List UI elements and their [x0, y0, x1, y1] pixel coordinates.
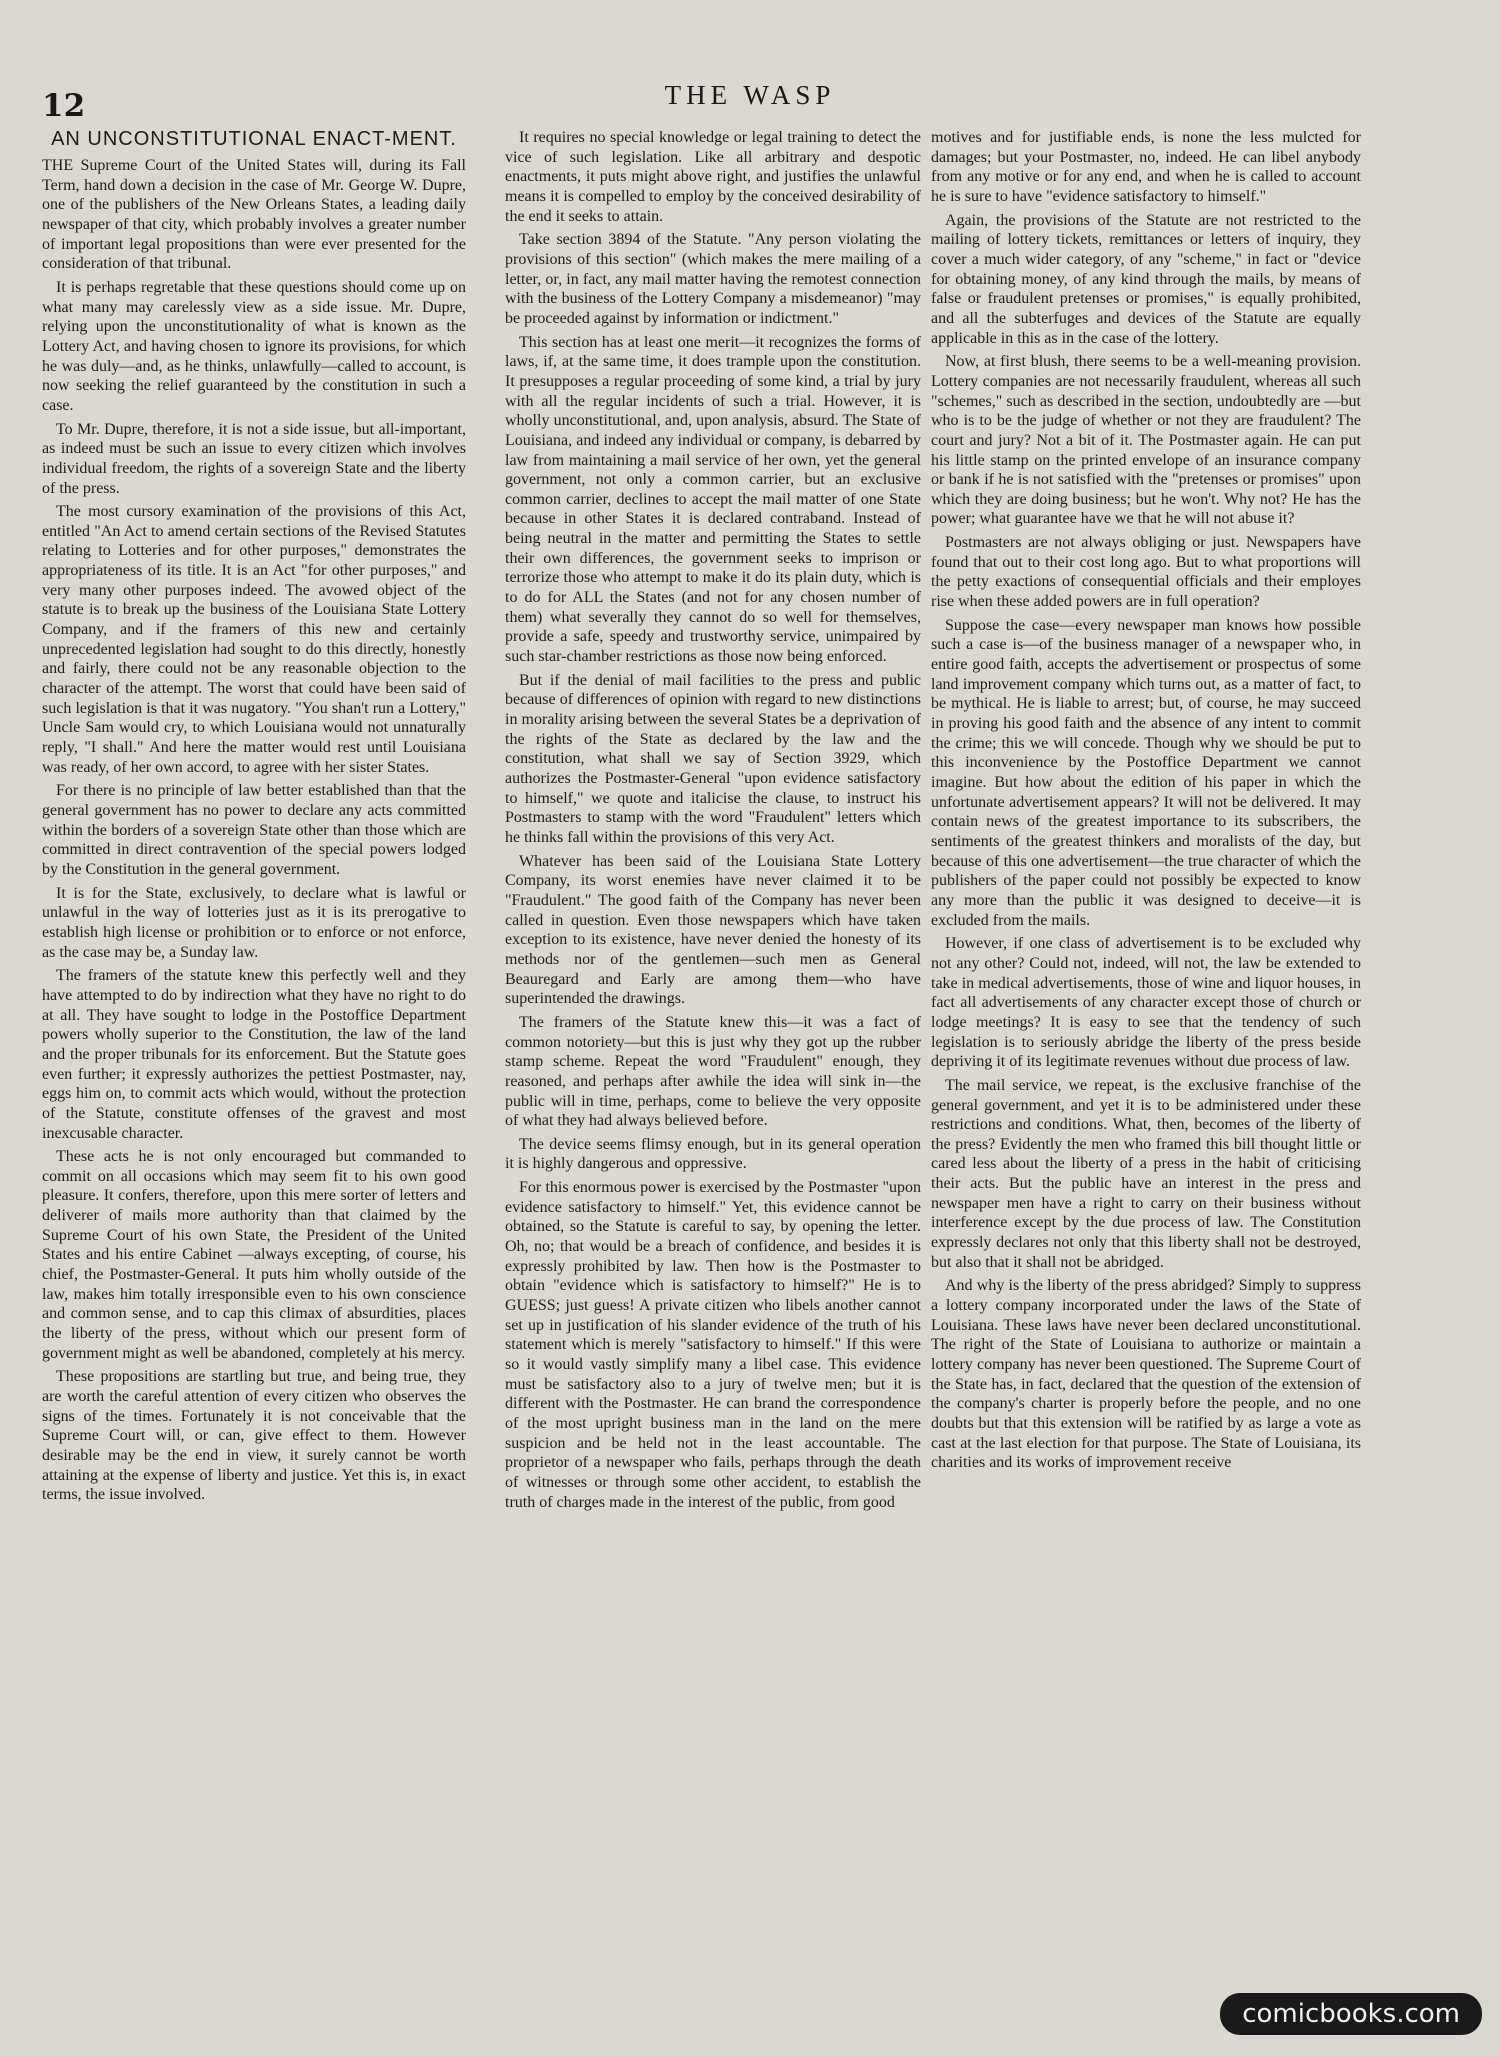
- article-paragraph: The framers of the Statute knew this—it was a fact of common notoriety—but this is just why they got up the rubber stamp scheme. Repeat the word "Fraudulent" enough, they reasoned, and perhaps after awhile the idea will sink in—the public will in time, perhaps, come to believe the very opposite of what they had always believed before.: [505, 1013, 921, 1130]
- article-paragraph: But if the denial of mail facilities to the press and public because of differences of opinion with regard to new distinctions in morality arising between the several States be a deprivation of the rights of the State as declared by the law and the constitution, what shall we say of Section 3929, which authorizes the Postmaster-General "upon evidence satisfactory to himself," we quote and italicise the clause, to instruct his Postmasters to stamp with the word "Fraudulent" letters which he thinks fall within the provisions of this very Act.: [505, 671, 921, 846]
- article-paragraph: The most cursory examination of the provisions of this Act, entitled "An Act to amend certain sections of the Revised Statutes relating to Lotteries and for other purposes," demonstrates the appropriateness of its title. It is an Act "for other purposes," and very many other purposes indeed. The avowed object of the statute is to break up the business of the Louisiana State Lottery Company, and if the framers of this new and certainly unprecedented legislation had sought to do this directly, honestly and fairly, there could not be any reasonable objection to the character of the attempt. The worst that could have been said of such legislation is that it was nugatory. "You shan't run a Lottery," Uncle Sam would cry, to which Louisiana would not unnaturally reply, "I shall." And here the matter would rest until Louisiana was ready, of her own accord, to agree with her sister States.: [42, 503, 466, 776]
- article-paragraph: Suppose the case—every newspaper man knows how possible such a case is—of the business manager of a newspaper who, in entire good faith, accepts the advertisement or prospectus of some land improvement company which turns out, as a matter of fact, to be mythical. He is liable to arrest; but, of course, he may succeed in proving his good faith and the absence of any intent to commit the crime; this we will concede. Though why we should be put to this inconvenience by the Postoffice Department we cannot imagine. But how about the edition of his paper in which the unfortunate advertisement appears? It will not be delivered. It may contain news of the greatest importance to its subscribers, the sentiments of the greatest thinkers and moralists of the day, but because of this one advertisement—the true character of which the publishers of the paper could not possibly be expected to know any more than the public it was designed to deceive—it is excluded from the mails.: [931, 616, 1361, 929]
- article-paragraph: Now, at first blush, there seems to be a well-meaning provision. Lottery companies are not necessarily fraudulent, whereas all such "schemes," such as described in the section, undoubtedly are —but who is to be the judge of whether or not they are fraudulent? The court and jury? Not a bit of it. The Postmaster again. He can put his little stamp on the printed envelope of an insurance company or bank if he is not satisfied with the "pretenses or promises" upon which they are doing business; but he won't. Why not? He has the power; what guarantee have we that he will not abuse it?: [931, 353, 1361, 528]
- article-paragraph: It is for the State, exclusively, to declare what is lawful or unlawful in the way of lotteries just as it is its prerogative to establish high license or prohibition or to enforce or not enforce, as the case may be, a Sunday law.: [42, 884, 466, 961]
- masthead-title: THE WASP: [664, 80, 836, 110]
- article-paragraph: To Mr. Dupre, therefore, it is not a side issue, but all-important, as indeed must be such an issue to every citizen which involves individual freedom, the rights of a sovereign State and the liberty of the press.: [42, 420, 466, 497]
- article-paragraph: For there is no principle of law better established than that the general government has no power to declare any acts committed within the borders of a sovereign State other than those which are committed in direct contravention of the special powers lodged by the Constitution in the general government.: [42, 782, 466, 878]
- article-headline: AN UNCONSTITUTIONAL ENACT-MENT.: [51, 128, 457, 150]
- article-paragraph: It is perhaps regretable that these questions should come up on what many may carelessly view as a side issue. Mr. Dupre, relying upon the unconstitutionality of what is known as the Lottery Act, and having chosen to ignore its provisions, for which he was duly—and, as he thinks, unlawfully—called to account, is now seeking the relief guaranteed by the constitution in such a case.: [42, 278, 466, 414]
- site-watermark: comicbooks.com: [1220, 1993, 1482, 2035]
- article-paragraph: These propositions are startling but true, and being true, they are worth the careful attention of every citizen who observes the signs of the times. Fortunately it is not conceivable that the Supreme Court will, or can, give effect to them. However desirable may be the end in view, it surely cannot be worth attaining at the expense of liberty and justice. Yet this is, in exact terms, the issue involved.: [42, 1368, 466, 1504]
- article-paragraph: motives and for justifiable ends, is none the less mulcted for damages; but your Postmaster, no, indeed. He can libel anybody from any motive or for any end, and when he is called to account he is sure to have "evidence satisfactory to himself.": [931, 129, 1361, 205]
- article-paragraph: Again, the provisions of the Statute are not restricted to the mailing of lottery tickets, remittances or letters of inquiry, they cover a much wider category, of any "scheme," in fact or "device for obtaining money, of any kind through the mails, by means of false or fraudulent pretenses or promises," is equally prohibited, and all the subterfuges and devices of the Statute are equally applicable in this as in the case of the lottery.: [931, 211, 1361, 347]
- article-paragraph: Take section 3894 of the Statute. "Any person violating the provisions of this section" (which makes the mere mailing of a letter, or, in fact, any mail matter having the remotest connection with the business of the Lottery Company a misdemeanor) "may be proceeded against by information or indictment.": [505, 231, 921, 327]
- article-column-1: [42, 128, 466, 1928]
- article-paragraph: This section has at least one merit—it recognizes the forms of laws, if, at the same time, it does trample upon the constitution. It presupposes a regular proceeding of some kind, a trial by jury with all the regular incidents of such a trial. However, it is wholly unconstitutional, and, upon analysis, absurd. The State of Louisiana, and indeed any individual or company, is debarred by law from maintaining a mail service of her own, yet the general government, not only a common carrier, but an exclusive common carrier, declines to accept the mail matter of one State because in other States it is declared contraband. Instead of being neutral in the matter and permitting the States to settle their own differences, the government seeks to imprison or terrorize those who attempt to make it do its plain duty, which is to do for ALL the States (and not for any chosen number of them) what severally they cannot do so well for themselves, provide a safe, speedy and trustworthy service, unimpaired by such star-chamber restrictions as those now being enforced.: [505, 333, 921, 666]
- article-paragraph: Postmasters are not always obliging or just. Newspapers have found that out to their cost long ago. But to what proportions will the petty exactions of consequential officials and their employes rise when these added powers are in full operation?: [931, 534, 1361, 611]
- article-column-2: [505, 128, 921, 1928]
- article-paragraph: However, if one class of advertisement is to be excluded why not any other? Could not, indeed, will not, the law be extended to take in medical advertisements, those of wine and liquor houses, in fact all advertisements of any character except those of church or lodge meetings? It is easy to see that the tendency of such legislation is to seriously abridge the liberty of the press beside depriving it of its legitimate revenues without due process of law.: [931, 935, 1361, 1071]
- article-paragraph: These acts he is not only encouraged but commanded to commit on all occasions which may seem fit to his own good pleasure. It confers, therefore, upon this mere sorter of letters and deliverer of mails more authority than that claimed by the Supreme Court of his own State, the President of the United States and his entire Cabinet —always excepting, of course, his chief, the Postmaster-General. It puts him wholly outside of the law, makes him totally irresponsible even to his own conscience and common sense, and to cap this climax of absurdities, places the liberty of the press, without which our present form of government might as well be abandoned, completely at his mercy.: [42, 1148, 466, 1362]
- article-paragraph: Whatever has been said of the Louisiana State Lottery Company, its worst enemies have never claimed it to be "Fraudulent." The good faith of the Company has never been called in question. Even those newspapers which have taken exception to its existence, have never denied the honesty of its methods nor of the gentlemen—such men as General Beauregard and Early are among them—who have superintended the drawings.: [505, 852, 921, 1008]
- article-paragraph: It requires no special knowledge or legal training to detect the vice of such legislation. Like all arbitrary and despotic enactments, it puts might above right, and justifies the unlawful means it is compelled to employ by the conceived desirability of the end it seeks to attain.: [505, 129, 921, 225]
- article-column-3: [931, 128, 1361, 1928]
- article-paragraph: The device seems flimsy enough, but in its general operation it is highly dangerous and oppressive.: [505, 1135, 921, 1173]
- page-number: 12: [42, 88, 86, 124]
- article-paragraph: The mail service, we repeat, is the exclusive franchise of the general government, and yet it is to be administered under these restrictions and conditions. What, then, becomes of the liberty of the press? Evidently the men who framed this bill thought little or cared less about the liberty of a press in the habit of criticising their acts. But the public have an interest in the press and newspaper men have a right to carry on their business without interference except by the due process of law. The Constitution expressly declares not only that this liberty shall not be destroyed, but also that it shall not be abridged.: [931, 1076, 1361, 1271]
- article-paragraph: The framers of the statute knew this perfectly well and they have attempted to do by indirection what they have no right to do at all. They have sought to lodge in the Postoffice Department powers wholly superior to the Constitution, the law of the land and the proper tribunals for its enforcement. But the Statute goes even further; it expressly authorizes the pettiest Postmaster, nay, eggs him on, to commit acts which would, without the protection of the Statute, constitute offenses of the gravest and most inexcusable character.: [42, 967, 466, 1142]
- article-paragraph: And why is the liberty of the press abridged? Simply to suppress a lottery company incorporated under the laws of the State of Louisiana. These laws have never been declared unconstitutional. The right of the State of Louisiana to authorize or maintain a lottery company has never been questioned. The Supreme Court of the State has, in fact, declared that the question of the extension of the company's charter is properly before the people, and no one doubts but that this extension will be ratified by as large a vote as cast at the last election for that purpose. The State of Louisiana, its charities and its works of improvement receive: [931, 1277, 1361, 1472]
- article-paragraph: For this enormous power is exercised by the Postmaster "upon evidence satisfactory to himself." Yet, this evidence cannot be obtained, so the Statute is careful to say, by opening the letter. Oh, no; that would be a breach of confidence, and besides it is expressly prohibited by law. Then how is the Postmaster to obtain "evidence which is satisfactory to himself?" He is to GUESS; just guess! A private citizen who libels another cannot set up in justification of his slander evidence of the truth of his statement which is merely "satisfactory to himself." If this were so it would vastly simplify many a libel case. This evidence must be satisfactory also to a jury of twelve men; but it is different with the Postmaster. He can brand the correspondence of the most upright business man in the land on the mere suspicion and be held not in the least accountable. The proprietor of a newspaper who fails, perhaps through the death of witnesses or through some other accident, to establish the truth of charges made in the interest of the public, from good: [505, 1179, 921, 1511]
- article-paragraph: THE Supreme Court of the United States will, during its Fall Term, hand down a decision in the case of Mr. George W. Dupre, one of the publishers of the New Orleans States, a leading daily newspaper of that city, which probably involves a greater number of important legal propositions than were ever presented for the consideration of that tribunal.: [42, 157, 466, 273]
